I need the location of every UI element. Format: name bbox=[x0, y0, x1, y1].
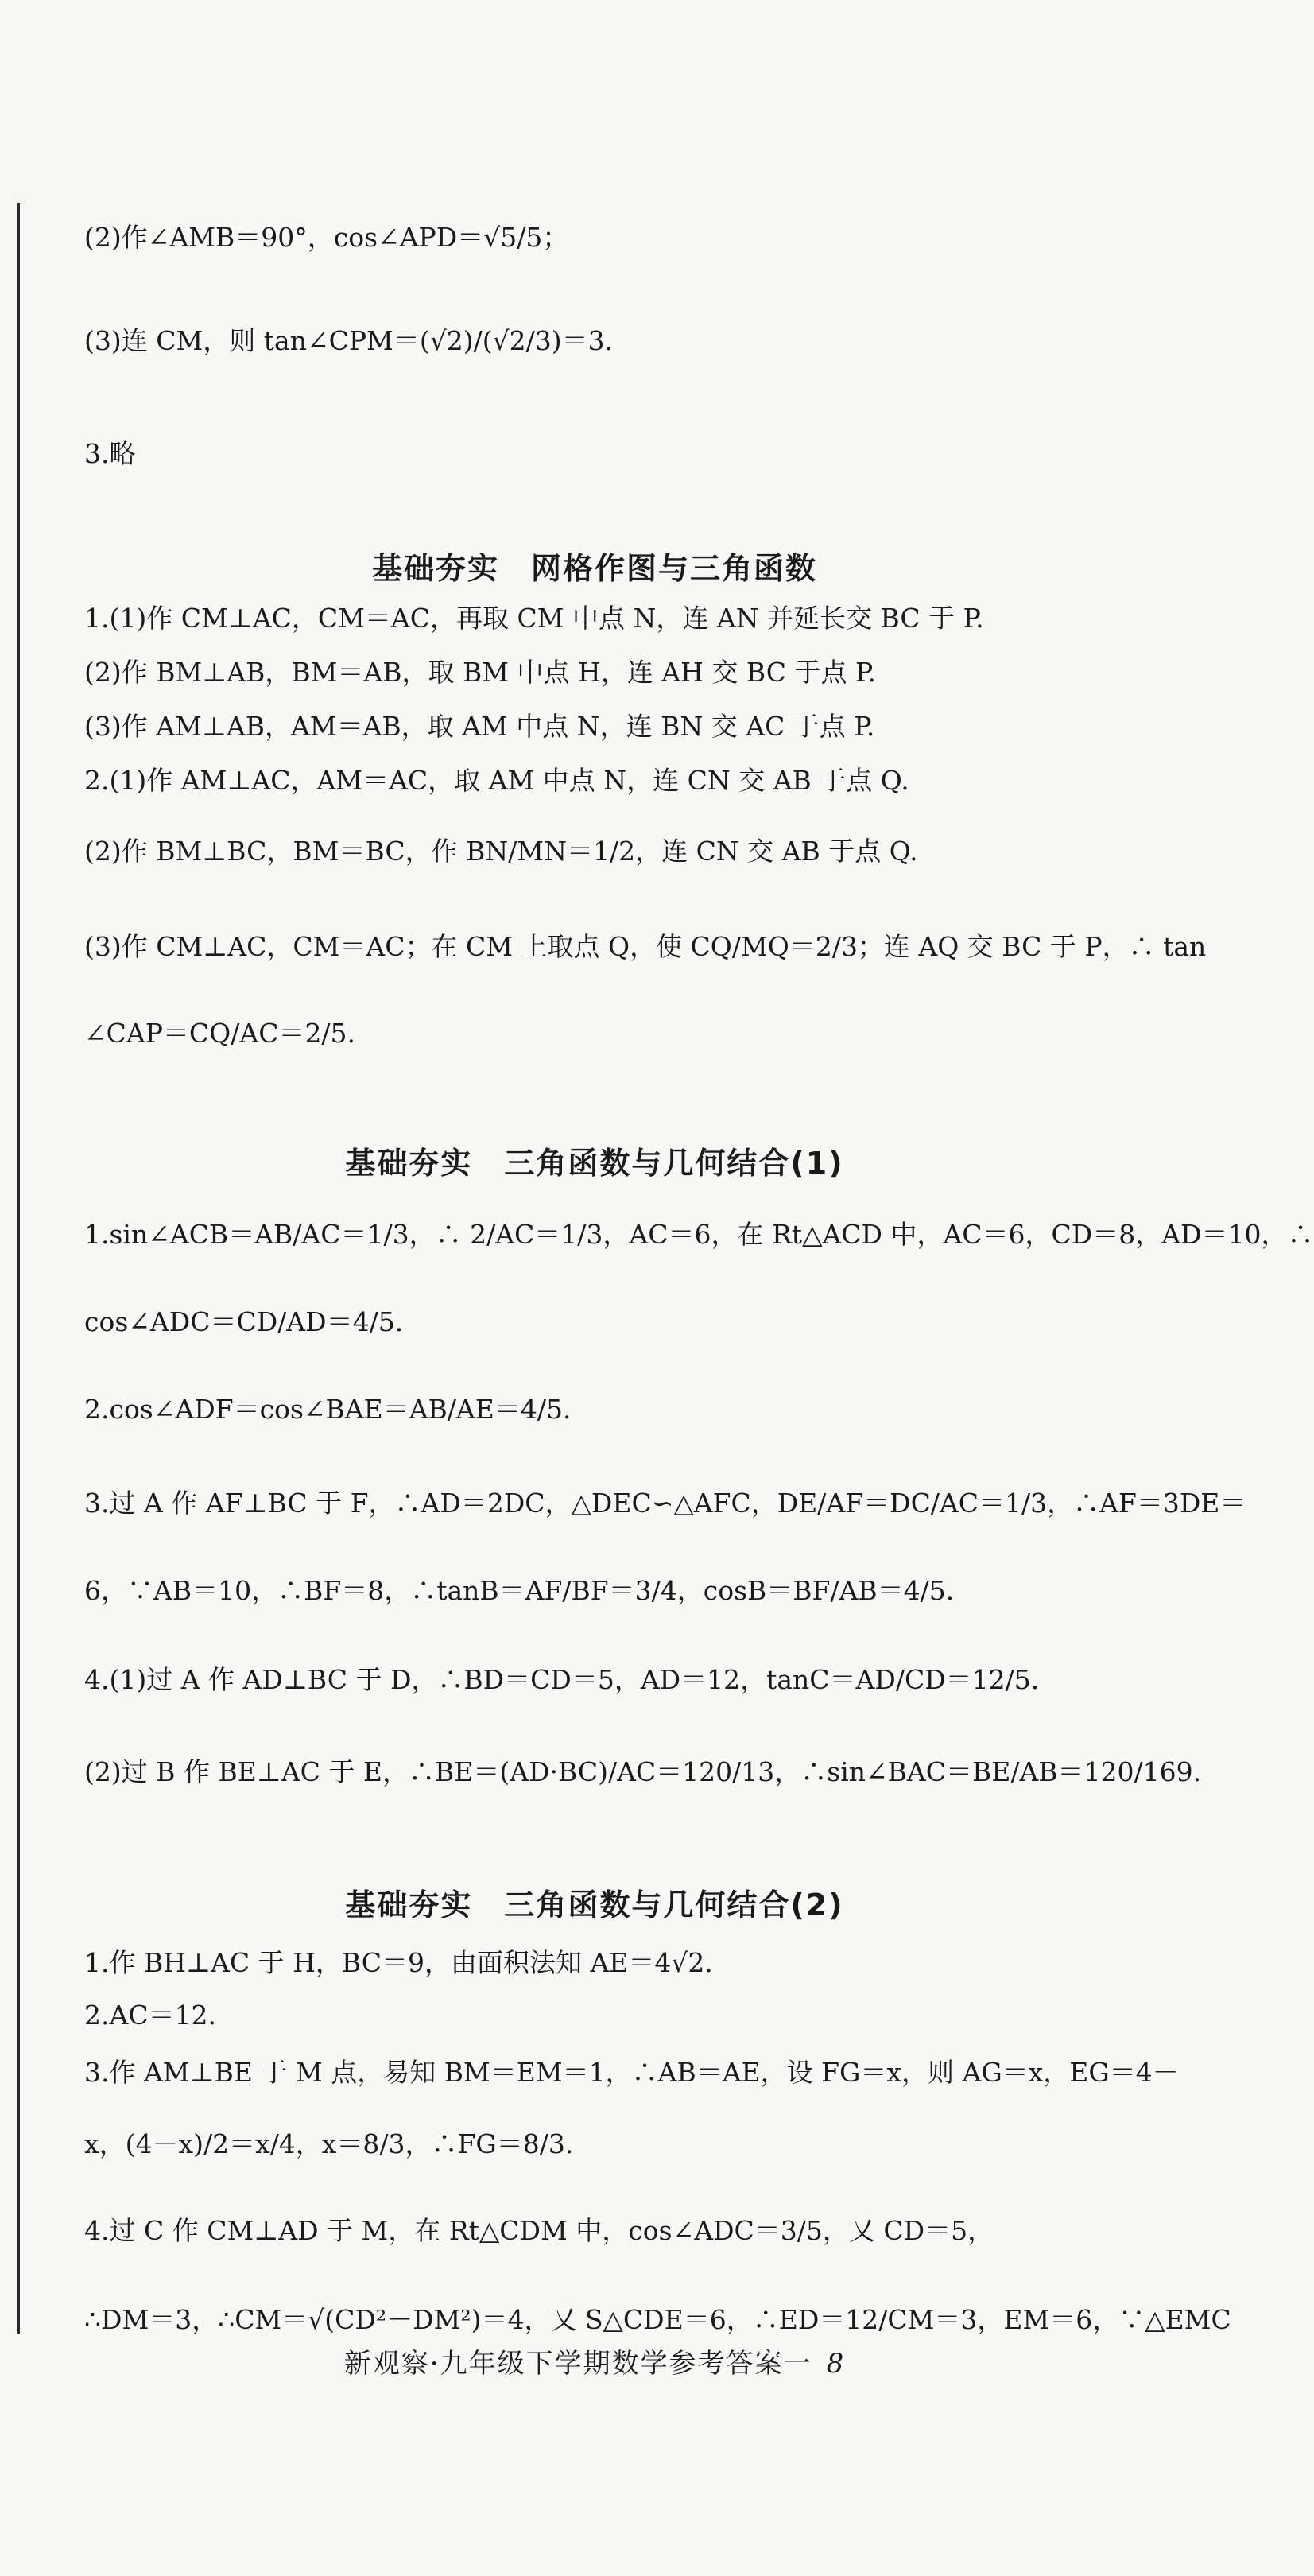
s3-line-5: 4.过 C 作 CM⊥AD 于 M，在 Rt△CDM 中，cos∠ADC＝3/5，又 CD＝5， bbox=[84, 2215, 994, 2246]
s3-line-6: ∴DM＝3，∴CM＝√(CD²－DM²)＝4，又 S△CDE＝6，∴ED＝12/CM＝3，EM＝6，∵△EMC bbox=[84, 2304, 1231, 2335]
top-line-3: 3.略 bbox=[84, 438, 136, 469]
s1-line-4: 2.(1)作 AM⊥AC，AM＝AC，取 AM 中点 N，连 CN 交 AB 于点 Q. bbox=[84, 765, 909, 796]
s2-line-6: 4.(1)过 A 作 AD⊥BC 于 D，∴BD＝CD＝5，AD＝12，tanC＝AD/CD＝12/5. bbox=[84, 1664, 1040, 1695]
s1-line-5: (2)作 BM⊥BC，BM＝BC，作 BN/MN＝1/2，连 CN 交 AB 于点 Q. bbox=[84, 836, 918, 867]
s1-line-2: (2)作 BM⊥AB，BM＝AB，取 BM 中点 H，连 AH 交 BC 于点 P. bbox=[84, 657, 876, 688]
page-number: 8 bbox=[826, 2348, 846, 2380]
s1-line-7: ∠CAP＝CQ/AC＝2/5. bbox=[84, 1018, 356, 1049]
s3-line-1: 1.作 BH⊥AC 于 H，BC＝9，由面积法知 AE＝4√2. bbox=[84, 1947, 713, 1978]
s2-line-5: 6，∵AB＝10，∴BF＝8，∴tanB＝AF/BF＝3/4，cosB＝BF/AB＝4/5. bbox=[84, 1575, 955, 1606]
s2-line-7: (2)过 B 作 BE⊥AC 于 E，∴BE＝(AD·BC)/AC＝120/13，∴sin∠BAC＝BE/AB＝120/169. bbox=[84, 1756, 1202, 1787]
s3-line-4: x，(4－x)/2＝x/4，x＝8/3，∴FG＝8/3. bbox=[84, 2128, 574, 2159]
s2-line-3: 2.cos∠ADF＝cos∠BAE＝AB/AE＝4/5. bbox=[84, 1394, 572, 1425]
left-margin-rule bbox=[17, 203, 20, 2334]
top-line-2: (3)连 CM，则 tan∠CPM＝(√2)/(√2/3)＝3. bbox=[84, 325, 614, 356]
s3-line-2: 2.AC＝12. bbox=[84, 2000, 217, 2031]
s3-line-3: 3.作 AM⊥BE 于 M 点，易知 BM＝EM＝1，∴AB＝AE，设 FG＝x，则 AG＝x，EG＝4－ bbox=[84, 2057, 1179, 2088]
section-1-title: 基础夯实 网格作图与三角函数 bbox=[371, 551, 817, 586]
s1-line-1: 1.(1)作 CM⊥AC，CM＝AC，再取 CM 中点 N，连 AN 并延长交 BC 于 P. bbox=[84, 603, 984, 634]
page-footer bbox=[0, 2341, 1189, 2380]
s1-line-3: (3)作 AM⊥AB，AM＝AB，取 AM 中点 N，连 BN 交 AC 于点 P. bbox=[84, 711, 875, 742]
footer-text: 新观察·九年级下学期数学参考答案一 bbox=[343, 2348, 812, 2380]
s2-line-1: 1.sin∠ACB＝AB/AC＝1/3，∴ 2/AC＝1/3，AC＝6，在 Rt△ACD 中，AC＝6，CD＝8，AD＝10，∴ bbox=[84, 1219, 1314, 1250]
section-2-title: 基础夯实 三角函数与几何结合(1) bbox=[345, 1146, 844, 1181]
section-3-title: 基础夯实 三角函数与几何结合(2) bbox=[345, 1887, 844, 1922]
top-line-1: (2)作∠AMB＝90°，cos∠APD＝√5/5； bbox=[84, 222, 569, 253]
s1-line-6: (3)作 CM⊥AC，CM＝AC；在 CM 上取点 Q，使 CQ/MQ＝2/3；连 AQ 交 BC 于 P，∴ tan bbox=[84, 931, 1207, 962]
s2-line-4: 3.过 A 作 AF⊥BC 于 F，∴AD＝2DC，△DEC∽△AFC，DE/AF＝DC/AC＝1/3，∴AF＝3DE＝ bbox=[84, 1488, 1246, 1519]
s2-line-2: cos∠ADC＝CD/AD＝4/5. bbox=[84, 1306, 404, 1337]
